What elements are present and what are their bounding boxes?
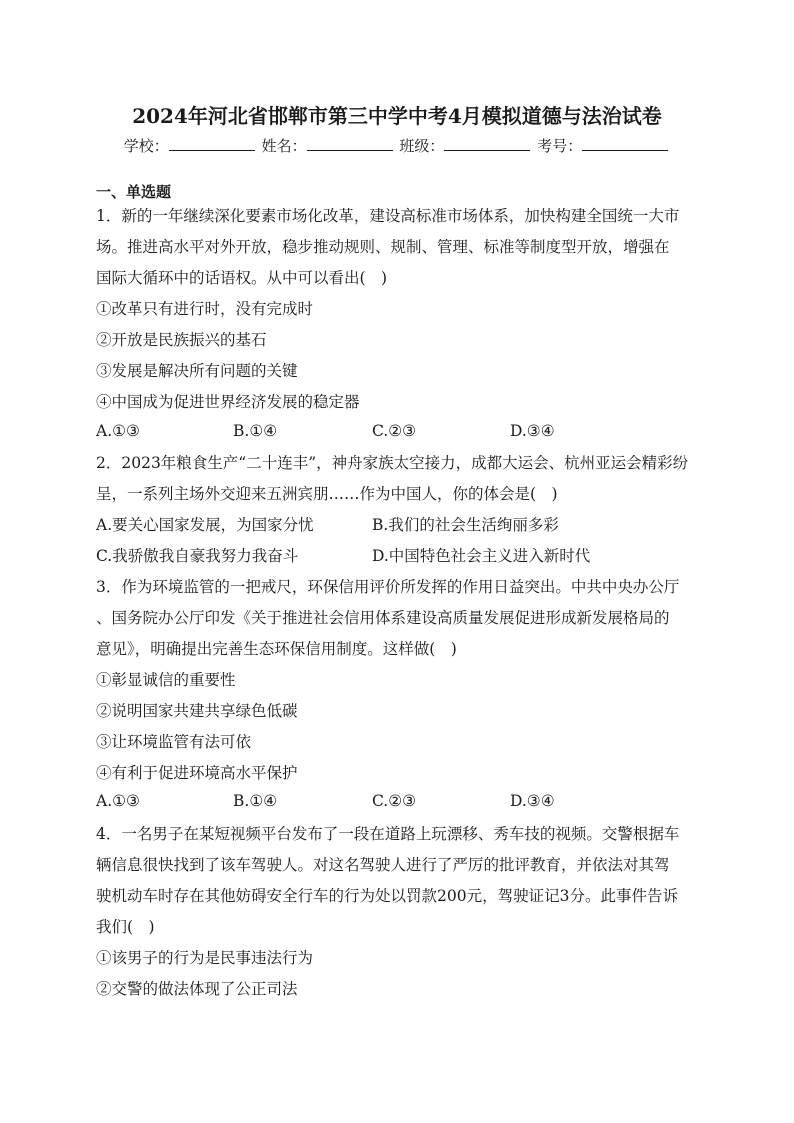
class-label: 班级： [399,137,445,155]
exam-title: 2024年河北省邯郸市第三中学中考4月模拟道德与法治试卷 [132,104,662,128]
class-blank[interactable] [444,136,530,151]
q3-stem-line: 3．作为环境监管的一把戒尺，环保信用评价所发挥的作用日益突出。中共中央办公厅 [96,578,680,596]
q4-stem-line: 4．一名男子在某短视频平台发布了一段在道路上玩漂移、秀车技的视频。交警根据车 [96,825,680,843]
q1-option-b[interactable]: B.①④ [233,422,278,440]
exam-number-blank[interactable] [582,136,668,151]
q1-stem-line: 场。推进高水平对外开放，稳步推动规则、规制、管理、标准等制度型开放，增强在 [96,238,670,256]
q3-option-c[interactable]: C.②③ [372,792,417,810]
q2-option-a[interactable]: A.要关心国家发展，为国家分忧 [96,516,314,534]
q1-statement: ③发展是解决所有问题的关键 [96,362,298,380]
q2-option-d[interactable]: D.中国特色社会主义进入新时代 [372,547,591,565]
q2-option-c[interactable]: C.我骄傲我自豪我努力我奋斗 [96,547,299,565]
q3-option-a[interactable]: A.①③ [96,792,140,810]
q4-statement: ②交警的做法体现了公正司法 [96,980,298,998]
name-blank[interactable] [307,136,393,151]
q4-stem-line: 我们( ) [96,918,155,936]
name-label: 姓名： [261,137,307,155]
q1-statement: ①改革只有进行时，没有完成时 [96,300,314,318]
q3-stem-line: 意见》，明确提出完善生态环保信用制度。这样做( ) [96,640,457,658]
exam-number-label: 考号： [537,137,583,155]
q2-stem-line: 呈，一系列主场外交迎来五洲宾朋……作为中国人，你的体会是( ) [96,485,558,503]
q3-option-d[interactable]: D.③④ [510,792,555,810]
q1-option-a[interactable]: A.①③ [96,422,140,440]
school-blank[interactable] [169,136,255,151]
student-info-line [0,135,794,156]
q2-option-b[interactable]: B.我们的社会生活绚丽多彩 [372,516,559,534]
q4-stem-line: 驶机动车时存在其他妨碍安全行车的行为处以罚款200元，驾驶证记3分。此事件告诉 [96,887,678,905]
q1-option-c[interactable]: C.②③ [372,422,417,440]
q3-stem-line: 、国务院办公厅印发《关于推进社会信用体系建设高质量发展促进形成新发展格局的 [96,609,670,627]
q3-statement: ①彰显诚信的重要性 [96,671,236,689]
school-label: 学校： [123,137,169,155]
q4-stem-line: 辆信息很快找到了该车驾驶人。对这名驾驶人进行了严厉的批评教育，并依法对其驾 [96,856,670,874]
q1-option-d[interactable]: D.③④ [510,422,555,440]
section-heading: 一、单选题 [96,183,172,201]
q1-statement: ④中国成为促进世界经济发展的稳定器 [96,393,360,411]
q3-statement: ②说明国家共建共享绿色低碳 [96,702,298,720]
q4-statement: ①该男子的行为是民事违法行为 [96,949,314,967]
q1-stem-line: 1．新的一年继续深化要素市场化改革，建设高标准市场体系，加快构建全国统一大市 [96,207,680,225]
q2-stem-line: 2．2023年粮食生产“二十连丰”，神舟家族太空接力，成都大运会、杭州亚运会精彩纷 [96,454,689,472]
q1-stem-line: 国际大循环中的话语权。从中可以看出( ) [96,269,388,287]
q1-statement: ②开放是民族振兴的基石 [96,331,267,349]
q3-statement: ③让环境监管有法可依 [96,733,252,751]
q3-option-b[interactable]: B.①④ [233,792,278,810]
q3-statement: ④有利于促进环境高水平保护 [96,764,298,782]
